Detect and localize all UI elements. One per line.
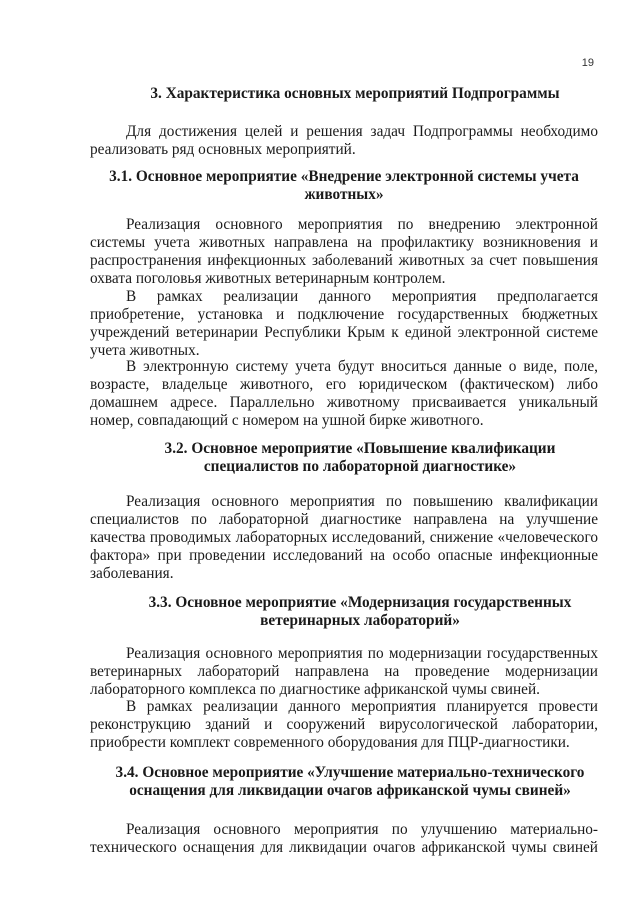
paragraph-3-1-a [90, 216, 598, 288]
text-line: Для достижения целей и решения задач Подпрограммы необходимо [126, 123, 598, 140]
text-line: заболевания. [90, 565, 174, 582]
text-line: Реализация основного мероприятия по модернизации государственных [126, 645, 598, 662]
text-line: охвата поголовья животных ветеринарным контролем. [90, 270, 446, 287]
text-line: номер, совпадающий с номером на ушной бирке животного. [90, 412, 484, 429]
heading-3-2 [95, 440, 625, 476]
section-title: 3. Характеристика основных мероприятий Подпрограммы [150, 85, 560, 102]
heading-line: оснащения для ликвидации очагов африканской чумы свиней» [129, 782, 571, 799]
text-line: В рамках реализации данного мероприятия предполагается [126, 288, 598, 305]
paragraph-3-1-c [90, 358, 598, 430]
text-line: В рамках реализации данного мероприятия планируется провести [126, 698, 598, 715]
text-line: качества проводимых лабораторных исследований, снижение «человеческого [90, 529, 598, 546]
text-line: учреждений ветеринарии Республики Крым к единой электронной системе [90, 324, 598, 341]
heading-line: 3.1. Основное мероприятие «Внедрение электронной системы учета [109, 168, 579, 185]
intro-paragraph [90, 123, 598, 159]
text-line: лабораторного комплекса по диагностике африканской чумы свиней. [90, 681, 540, 698]
heading-line: ветеринарных лабораторий» [260, 612, 460, 629]
heading-3-4 [90, 764, 610, 800]
text-line: ветеринарных лабораторий направлена на проведение модернизации [90, 663, 598, 680]
heading-3-3 [95, 594, 625, 630]
heading-line: 3.2. Основное мероприятие «Повышение квалификации [164, 440, 556, 457]
text-line: приобретение, установка и подключение государственных бюджетных [90, 306, 598, 323]
text-line: В электронную систему учета будут вноситься данные о виде, поле, [126, 358, 598, 375]
heading-line: 3.3. Основное мероприятие «Модернизация государственных [148, 594, 572, 611]
text-line: распространения инфекционных заболеваний животных за счет повышения [90, 252, 598, 269]
text-line: системы учета животных направлена на профилактику возникновения и [90, 234, 598, 251]
text-line: реализовать ряд основных мероприятий. [90, 141, 356, 158]
text-line: Реализация основного мероприятия по внедрению электронной [126, 216, 598, 233]
text-line: специалистов по лабораторной диагностике направлена на улучшение [90, 511, 598, 528]
text-line: Реализация основного мероприятия по улучшению материально- [126, 821, 598, 838]
text-line: технического оснащения для ликвидации очагов африканской чумы свиней [90, 839, 598, 856]
text-line: Реализация основного мероприятия по повышению квалификации [126, 493, 598, 510]
heading-line: специалистов по лабораторной диагностике» [203, 458, 517, 475]
paragraph-3-1-b [90, 288, 598, 360]
text-line: возрасте, владельце животного, его юридическом (фактическом) либо [90, 376, 598, 393]
text-line: учета животных. [90, 342, 200, 359]
heading-3-1 [90, 168, 598, 204]
paragraph-3-3-b [90, 698, 598, 752]
text-line: реконструкцию зданий и сооружений вирусологической лаборатории, [90, 716, 598, 733]
text-line: фактора» при проведении исследований на особо опасные инфекционные [90, 547, 598, 564]
paragraph-3-4 [90, 821, 598, 857]
paragraph-3-2 [90, 493, 598, 583]
heading-line: животных» [304, 186, 384, 203]
paragraph-3-3-a [90, 645, 598, 699]
text-line: приобрести комплект современного оборудования для ПЦР-диагностики. [90, 734, 570, 751]
text-line: домашнем адресе. Параллельно животному присваивается уникальный [90, 394, 598, 411]
heading-line: 3.4. Основное мероприятие «Улучшение материально-технического [115, 764, 585, 781]
page-number: 19 [581, 57, 594, 69]
